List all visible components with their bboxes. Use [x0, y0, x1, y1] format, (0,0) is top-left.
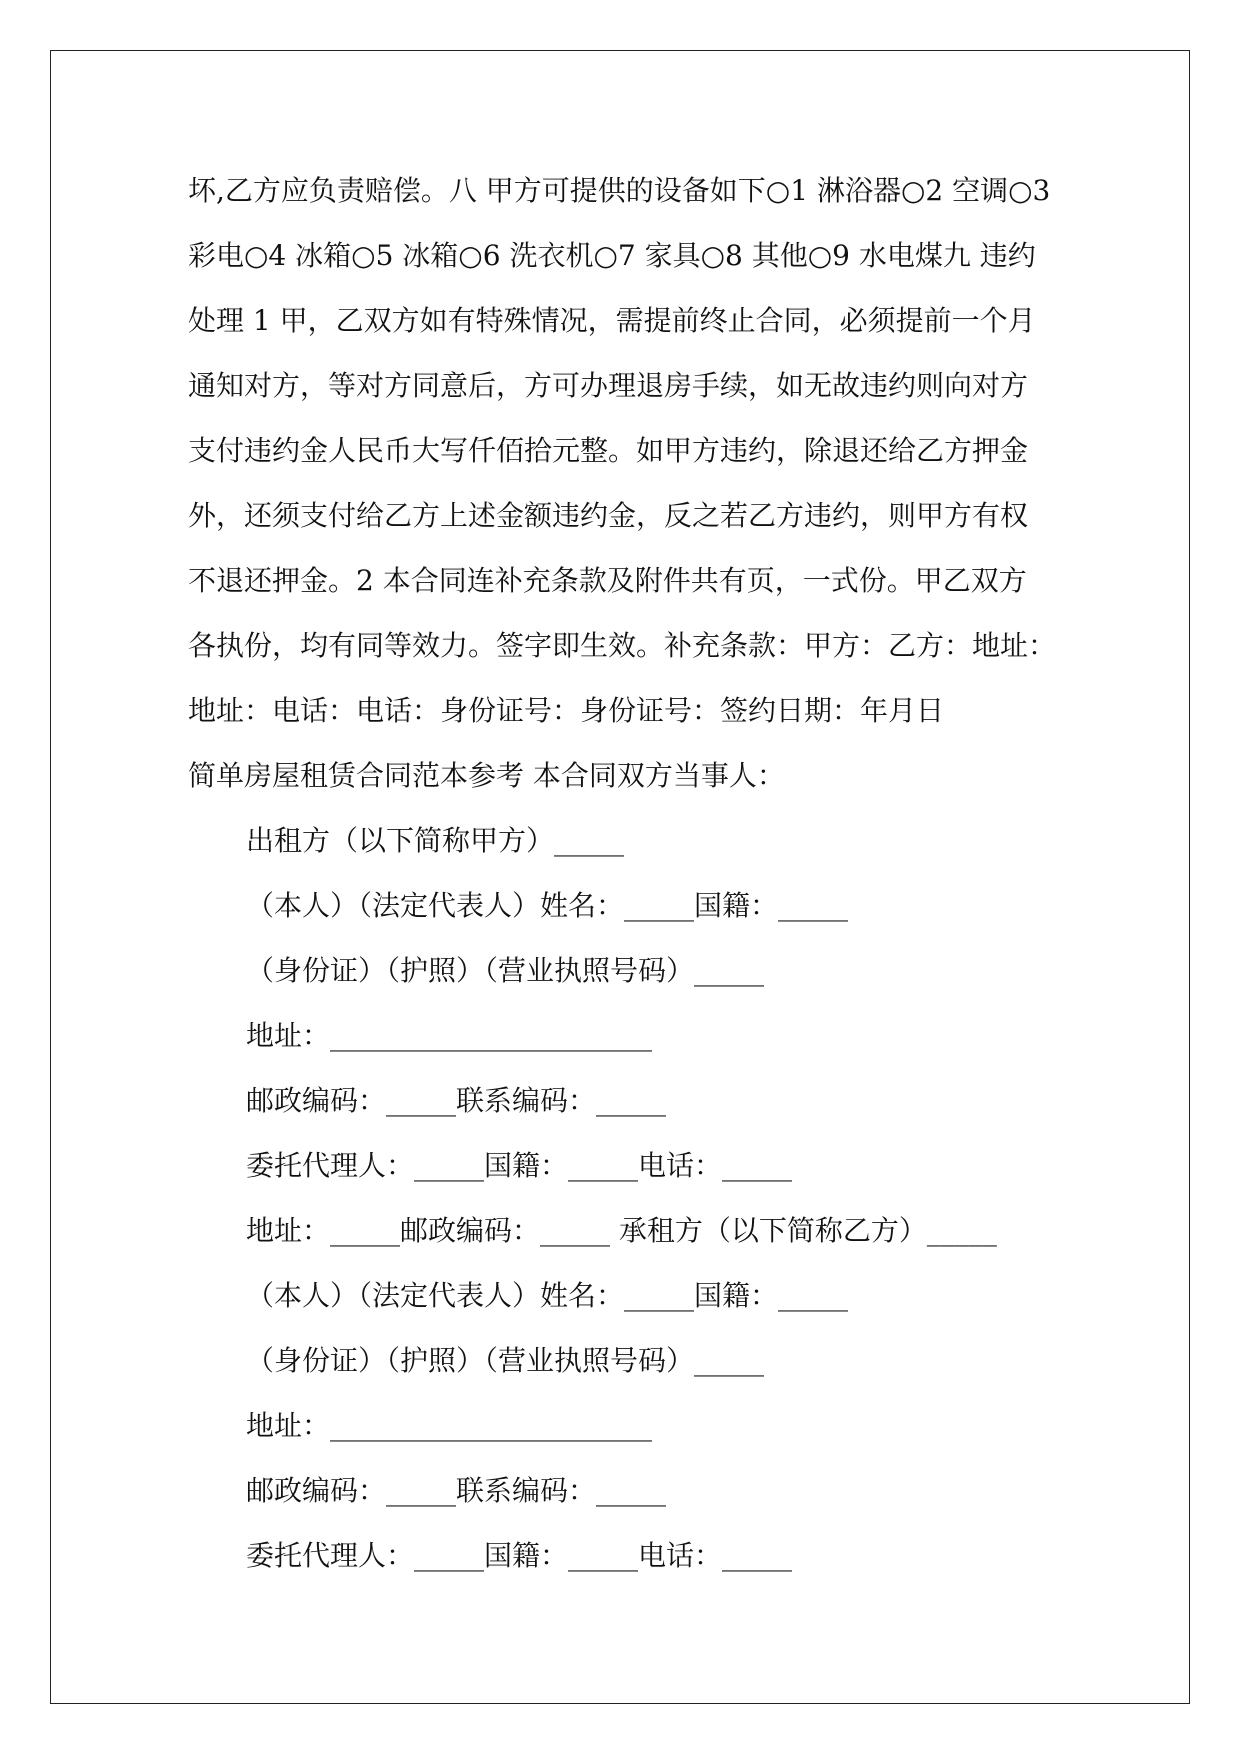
section-title-line: 简单房屋租赁合同范本参考 本合同双方当事人： — [188, 759, 785, 792]
text-line: 外，还须支付给乙方上述金额违约金，反之若乙方违约，则甲方有权 — [188, 499, 1029, 532]
lessor-id-line: （身份证）（护照）（营业执照号码）_____ — [246, 954, 765, 987]
lessee-postcode-line: 邮政编码：_____联系编码：_____ — [246, 1474, 667, 1507]
lessor-line: 出租方（以下简称甲方）_____ — [246, 824, 625, 857]
lessor-name-line: （本人）（法定代表人）姓名：_____国籍：_____ — [246, 889, 849, 922]
lessee-id-line: （身份证）（护照）（营业执照号码）_____ — [246, 1344, 765, 1377]
contract-text — [188, 158, 1058, 808]
text-line: 处理 1 甲，乙双方如有特殊情况，需提前终止合同，必须提前一个月 — [188, 304, 1036, 337]
text-line: 支付违约金人民币大写仟佰拾元整。如甲方违约，除退还给乙方押金 — [188, 434, 1029, 467]
text-line: 不退还押金。2 本合同连补充条款及附件共有页，一式份。甲乙双方 — [188, 564, 1027, 597]
text-line: 彩电○4 冰箱○5 冰箱○6 洗衣机○7 家具○8 其他○9 水电煤九 违约 — [188, 239, 1036, 272]
document-body — [188, 158, 1058, 1588]
text-line: 通知对方，等对方同意后，方可办理退房手续，如无故违约则向对方 — [188, 369, 1029, 402]
lessee-name-line: （本人）（法定代表人）姓名：_____国籍：_____ — [246, 1279, 849, 1312]
lessor-postcode-line: 邮政编码：_____联系编码：_____ — [246, 1084, 667, 1117]
lessee-agent-line: 委托代理人：_____国籍：_____电话：_____ — [246, 1539, 793, 1572]
lessee-line: 地址：_____邮政编码：_____ 承租方（以下简称乙方）_____ — [246, 1214, 997, 1247]
lessee-address-line: 地址：_______________________ — [246, 1409, 653, 1442]
lessor-address-line: 地址：_______________________ — [246, 1019, 653, 1052]
lessor-agent-line: 委托代理人：_____国籍：_____电话：_____ — [246, 1149, 793, 1182]
text-line: 地址：电话：电话：身份证号：身份证号：签约日期：年月日 — [188, 694, 945, 727]
party-info-block — [188, 808, 1058, 1588]
text-line: 各执份，均有同等效力。签字即生效。补充条款：甲方：乙方：地址： — [188, 629, 1057, 662]
text-line: 坏,乙方应负责赔偿。八 甲方可提供的设备如下○1 淋浴器○2 空调○3 — [188, 174, 1051, 207]
